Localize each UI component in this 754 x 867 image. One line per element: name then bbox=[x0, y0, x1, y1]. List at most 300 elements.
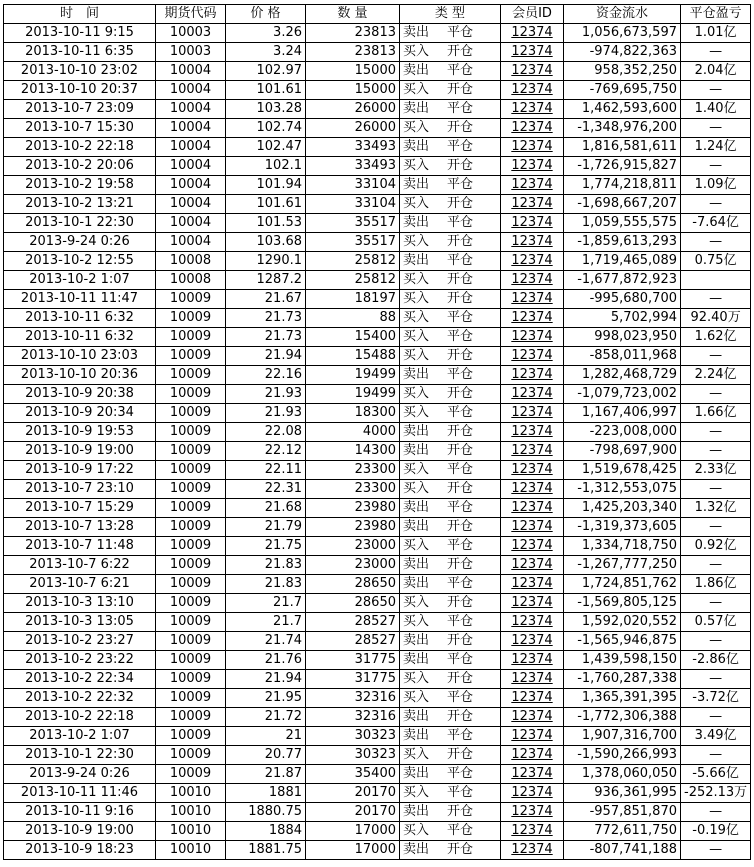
cell-member-id: 12374 bbox=[501, 100, 564, 119]
cell-close-pnl: -3.72亿 bbox=[681, 689, 751, 708]
cell-member-id: 12374 bbox=[501, 119, 564, 138]
table-row bbox=[4, 784, 751, 803]
cell-type bbox=[400, 841, 501, 860]
cell-close-pnl: — bbox=[681, 632, 751, 651]
table-row bbox=[4, 252, 751, 271]
cell-quantity: 31775 bbox=[306, 670, 400, 689]
cell-member-id: 12374 bbox=[501, 822, 564, 841]
cell-price: 102.97 bbox=[226, 62, 306, 81]
cell-futures-code: 10009 bbox=[156, 480, 226, 499]
type-direction: 卖出 bbox=[403, 367, 430, 382]
cell-price: 1287.2 bbox=[226, 271, 306, 290]
cell-price: 101.53 bbox=[226, 214, 306, 233]
table-row bbox=[4, 119, 751, 138]
cell-close-pnl bbox=[681, 271, 751, 290]
cell-futures-code: 10009 bbox=[156, 708, 226, 727]
table-row bbox=[4, 746, 751, 765]
cell-cash-flow: 1,378,060,050 bbox=[564, 765, 681, 784]
cell-close-pnl: -252.13万 bbox=[681, 784, 751, 803]
table-row bbox=[4, 347, 751, 366]
cell-time: 2013-10-1 22:30 bbox=[4, 214, 156, 233]
cell-quantity: 30323 bbox=[306, 727, 400, 746]
cell-futures-code: 10004 bbox=[156, 233, 226, 252]
cell-futures-code: 10009 bbox=[156, 613, 226, 632]
cell-price: 21.94 bbox=[226, 347, 306, 366]
cell-cash-flow: -1,267,777,250 bbox=[564, 556, 681, 575]
table-row bbox=[4, 385, 751, 404]
table-row bbox=[4, 689, 751, 708]
header-member-id: 会员ID bbox=[501, 5, 564, 24]
type-position: 平仓 bbox=[447, 215, 474, 230]
cell-futures-code: 10010 bbox=[156, 841, 226, 860]
table-row bbox=[4, 24, 751, 43]
cell-cash-flow: 1,425,203,340 bbox=[564, 499, 681, 518]
cell-member-id: 12374 bbox=[501, 385, 564, 404]
type-direction: 卖出 bbox=[403, 842, 430, 857]
type-direction: 买入 bbox=[403, 158, 430, 173]
cell-time: 2013-10-9 19:53 bbox=[4, 423, 156, 442]
type-direction: 买入 bbox=[403, 82, 430, 97]
cell-futures-code: 10004 bbox=[156, 176, 226, 195]
cell-time: 2013-10-7 15:30 bbox=[4, 119, 156, 138]
cell-cash-flow: -1,569,805,125 bbox=[564, 594, 681, 613]
cell-quantity: 31775 bbox=[306, 651, 400, 670]
cell-type bbox=[400, 138, 501, 157]
type-position: 平仓 bbox=[447, 329, 474, 344]
cell-futures-code: 10009 bbox=[156, 689, 226, 708]
type-position: 平仓 bbox=[447, 63, 474, 78]
table-row bbox=[4, 594, 751, 613]
type-position: 平仓 bbox=[447, 576, 474, 591]
type-direction: 买入 bbox=[403, 671, 430, 686]
cell-type bbox=[400, 157, 501, 176]
cell-futures-code: 10009 bbox=[156, 423, 226, 442]
cell-close-pnl: 1.09亿 bbox=[681, 176, 751, 195]
type-position: 开仓 bbox=[447, 158, 474, 173]
cell-type bbox=[400, 651, 501, 670]
cell-quantity: 17000 bbox=[306, 822, 400, 841]
cell-member-id: 12374 bbox=[501, 803, 564, 822]
cell-type bbox=[400, 347, 501, 366]
cell-member-id: 12374 bbox=[501, 271, 564, 290]
type-position: 开仓 bbox=[447, 595, 474, 610]
cell-quantity: 4000 bbox=[306, 423, 400, 442]
cell-close-pnl: -2.86亿 bbox=[681, 651, 751, 670]
cell-member-id: 12374 bbox=[501, 727, 564, 746]
cell-time: 2013-10-1 22:30 bbox=[4, 746, 156, 765]
cell-time: 2013-10-11 9:15 bbox=[4, 24, 156, 43]
cell-quantity: 18300 bbox=[306, 404, 400, 423]
cell-price: 22.31 bbox=[226, 480, 306, 499]
cell-cash-flow: 772,611,750 bbox=[564, 822, 681, 841]
cell-futures-code: 10009 bbox=[156, 537, 226, 556]
cell-cash-flow: 1,774,218,811 bbox=[564, 176, 681, 195]
cell-quantity: 15000 bbox=[306, 62, 400, 81]
cell-cash-flow: 1,056,673,597 bbox=[564, 24, 681, 43]
cell-close-pnl: 1.40亿 bbox=[681, 100, 751, 119]
cell-type bbox=[400, 518, 501, 537]
cell-type bbox=[400, 119, 501, 138]
type-direction: 买入 bbox=[403, 196, 430, 211]
cell-quantity: 35517 bbox=[306, 214, 400, 233]
table-row bbox=[4, 727, 751, 746]
type-direction: 卖出 bbox=[403, 101, 430, 116]
cell-time: 2013-10-9 19:00 bbox=[4, 822, 156, 841]
cell-close-pnl: 0.75亿 bbox=[681, 252, 751, 271]
cell-quantity: 18197 bbox=[306, 290, 400, 309]
cell-price: 21.7 bbox=[226, 613, 306, 632]
cell-time: 2013-10-9 20:34 bbox=[4, 404, 156, 423]
cell-price: 1881 bbox=[226, 784, 306, 803]
type-direction: 卖出 bbox=[403, 500, 430, 515]
type-direction: 卖出 bbox=[403, 424, 430, 439]
type-position: 开仓 bbox=[447, 272, 474, 287]
cell-quantity: 25812 bbox=[306, 252, 400, 271]
cell-price: 21.94 bbox=[226, 670, 306, 689]
cell-type bbox=[400, 727, 501, 746]
cell-member-id: 12374 bbox=[501, 499, 564, 518]
table-row bbox=[4, 537, 751, 556]
cell-member-id: 12374 bbox=[501, 442, 564, 461]
cell-close-pnl: 2.04亿 bbox=[681, 62, 751, 81]
cell-price: 22.11 bbox=[226, 461, 306, 480]
cell-futures-code: 10009 bbox=[156, 442, 226, 461]
table-row bbox=[4, 233, 751, 252]
cell-close-pnl: — bbox=[681, 195, 751, 214]
cell-quantity: 23813 bbox=[306, 24, 400, 43]
cell-quantity: 25812 bbox=[306, 271, 400, 290]
type-position: 开仓 bbox=[447, 386, 474, 401]
cell-time: 2013-9-24 0:26 bbox=[4, 233, 156, 252]
type-direction: 卖出 bbox=[403, 728, 430, 743]
type-direction: 买入 bbox=[403, 785, 430, 800]
cell-price: 21 bbox=[226, 727, 306, 746]
cell-member-id: 12374 bbox=[501, 252, 564, 271]
cell-futures-code: 10010 bbox=[156, 822, 226, 841]
cell-close-pnl: -5.66亿 bbox=[681, 765, 751, 784]
cell-type bbox=[400, 822, 501, 841]
cell-price: 21.93 bbox=[226, 404, 306, 423]
cell-close-pnl: — bbox=[681, 556, 751, 575]
header-futures-code: 期货代码 bbox=[156, 5, 226, 24]
type-position: 平仓 bbox=[447, 823, 474, 838]
type-position: 开仓 bbox=[447, 196, 474, 211]
cell-cash-flow: -995,680,700 bbox=[564, 290, 681, 309]
type-position: 平仓 bbox=[447, 310, 474, 325]
cell-time: 2013-10-10 23:02 bbox=[4, 62, 156, 81]
cell-member-id: 12374 bbox=[501, 708, 564, 727]
cell-cash-flow: -974,822,363 bbox=[564, 43, 681, 62]
cell-time: 2013-10-11 11:47 bbox=[4, 290, 156, 309]
type-direction: 买入 bbox=[403, 747, 430, 762]
type-direction: 买入 bbox=[403, 386, 430, 401]
cell-futures-code: 10009 bbox=[156, 727, 226, 746]
cell-member-id: 12374 bbox=[501, 423, 564, 442]
table-row bbox=[4, 81, 751, 100]
cell-quantity: 23000 bbox=[306, 537, 400, 556]
table-row bbox=[4, 404, 751, 423]
cell-type bbox=[400, 24, 501, 43]
cell-type bbox=[400, 81, 501, 100]
type-position: 开仓 bbox=[447, 82, 474, 97]
cell-time: 2013-10-2 12:55 bbox=[4, 252, 156, 271]
cell-type bbox=[400, 62, 501, 81]
table-row bbox=[4, 575, 751, 594]
cell-close-pnl: — bbox=[681, 81, 751, 100]
type-direction: 卖出 bbox=[403, 576, 430, 591]
cell-price: 101.61 bbox=[226, 195, 306, 214]
cell-close-pnl: 1.86亿 bbox=[681, 575, 751, 594]
cell-type bbox=[400, 233, 501, 252]
header-price: 价 格 bbox=[226, 5, 306, 24]
cell-member-id: 12374 bbox=[501, 632, 564, 651]
cell-type bbox=[400, 309, 501, 328]
type-position: 开仓 bbox=[447, 557, 474, 572]
cell-futures-code: 10003 bbox=[156, 43, 226, 62]
cell-quantity: 23300 bbox=[306, 480, 400, 499]
cell-cash-flow: -957,851,870 bbox=[564, 803, 681, 822]
cell-futures-code: 10004 bbox=[156, 81, 226, 100]
cell-cash-flow: 1,724,851,762 bbox=[564, 575, 681, 594]
cell-close-pnl: — bbox=[681, 746, 751, 765]
cell-cash-flow: 1,462,593,600 bbox=[564, 100, 681, 119]
cell-price: 21.87 bbox=[226, 765, 306, 784]
trade-records-table bbox=[3, 4, 751, 860]
cell-close-pnl: — bbox=[681, 290, 751, 309]
cell-futures-code: 10003 bbox=[156, 24, 226, 43]
type-position: 平仓 bbox=[447, 728, 474, 743]
cell-cash-flow: 1,439,598,150 bbox=[564, 651, 681, 670]
cell-member-id: 12374 bbox=[501, 765, 564, 784]
cell-close-pnl: — bbox=[681, 841, 751, 860]
table-row bbox=[4, 670, 751, 689]
cell-cash-flow: -1,760,287,338 bbox=[564, 670, 681, 689]
cell-quantity: 33104 bbox=[306, 176, 400, 195]
cell-member-id: 12374 bbox=[501, 518, 564, 537]
type-position: 开仓 bbox=[447, 291, 474, 306]
type-position: 开仓 bbox=[447, 519, 474, 534]
cell-time: 2013-10-11 6:32 bbox=[4, 309, 156, 328]
cell-quantity: 28527 bbox=[306, 613, 400, 632]
cell-quantity: 23980 bbox=[306, 499, 400, 518]
cell-quantity: 33104 bbox=[306, 195, 400, 214]
type-position: 平仓 bbox=[447, 538, 474, 553]
cell-member-id: 12374 bbox=[501, 328, 564, 347]
cell-futures-code: 10008 bbox=[156, 271, 226, 290]
type-position: 开仓 bbox=[447, 443, 474, 458]
cell-time: 2013-10-11 6:32 bbox=[4, 328, 156, 347]
cell-type bbox=[400, 442, 501, 461]
cell-futures-code: 10009 bbox=[156, 404, 226, 423]
type-direction: 买入 bbox=[403, 329, 430, 344]
cell-futures-code: 10009 bbox=[156, 461, 226, 480]
cell-futures-code: 10004 bbox=[156, 100, 226, 119]
cell-member-id: 12374 bbox=[501, 689, 564, 708]
type-position: 开仓 bbox=[447, 234, 474, 249]
cell-price: 21.67 bbox=[226, 290, 306, 309]
cell-close-pnl: 1.66亿 bbox=[681, 404, 751, 423]
cell-time: 2013-10-7 23:09 bbox=[4, 100, 156, 119]
table-row bbox=[4, 632, 751, 651]
cell-price: 21.75 bbox=[226, 537, 306, 556]
cell-time: 2013-10-2 1:07 bbox=[4, 271, 156, 290]
cell-close-pnl: -0.19亿 bbox=[681, 822, 751, 841]
type-position: 开仓 bbox=[447, 481, 474, 496]
cell-type bbox=[400, 423, 501, 442]
cell-close-pnl: 2.33亿 bbox=[681, 461, 751, 480]
table-row bbox=[4, 176, 751, 195]
cell-price: 20.77 bbox=[226, 746, 306, 765]
cell-type bbox=[400, 385, 501, 404]
cell-time: 2013-10-2 23:22 bbox=[4, 651, 156, 670]
cell-type bbox=[400, 746, 501, 765]
type-position: 平仓 bbox=[447, 500, 474, 515]
cell-cash-flow: 1,816,581,611 bbox=[564, 138, 681, 157]
type-direction: 买入 bbox=[403, 291, 430, 306]
cell-time: 2013-10-10 23:03 bbox=[4, 347, 156, 366]
cell-time: 2013-10-7 15:29 bbox=[4, 499, 156, 518]
cell-close-pnl: — bbox=[681, 594, 751, 613]
cell-price: 102.1 bbox=[226, 157, 306, 176]
table-row bbox=[4, 841, 751, 860]
cell-quantity: 19499 bbox=[306, 385, 400, 404]
table-row bbox=[4, 765, 751, 784]
cell-time: 2013-10-9 18:23 bbox=[4, 841, 156, 860]
cell-member-id: 12374 bbox=[501, 195, 564, 214]
type-direction: 卖出 bbox=[403, 766, 430, 781]
type-direction: 买入 bbox=[403, 272, 430, 287]
cell-type bbox=[400, 214, 501, 233]
cell-type bbox=[400, 195, 501, 214]
cell-member-id: 12374 bbox=[501, 651, 564, 670]
type-position: 开仓 bbox=[447, 348, 474, 363]
cell-cash-flow: -769,695,750 bbox=[564, 81, 681, 100]
cell-close-pnl: 0.92亿 bbox=[681, 537, 751, 556]
cell-close-pnl: — bbox=[681, 518, 751, 537]
cell-time: 2013-9-24 0:26 bbox=[4, 765, 156, 784]
cell-futures-code: 10009 bbox=[156, 651, 226, 670]
cell-quantity: 19499 bbox=[306, 366, 400, 385]
cell-close-pnl: 0.57亿 bbox=[681, 613, 751, 632]
table-row bbox=[4, 442, 751, 461]
type-direction: 卖出 bbox=[403, 215, 430, 230]
type-position: 平仓 bbox=[447, 690, 474, 705]
table-row bbox=[4, 366, 751, 385]
cell-close-pnl: — bbox=[681, 43, 751, 62]
cell-member-id: 12374 bbox=[501, 233, 564, 252]
cell-type bbox=[400, 480, 501, 499]
type-direction: 卖出 bbox=[403, 633, 430, 648]
cell-futures-code: 10009 bbox=[156, 328, 226, 347]
cell-time: 2013-10-10 20:37 bbox=[4, 81, 156, 100]
cell-cash-flow: -223,008,000 bbox=[564, 423, 681, 442]
table-row bbox=[4, 651, 751, 670]
cell-price: 21.83 bbox=[226, 556, 306, 575]
type-position: 平仓 bbox=[447, 139, 474, 154]
cell-time: 2013-10-9 19:00 bbox=[4, 442, 156, 461]
cell-cash-flow: 1,365,391,395 bbox=[564, 689, 681, 708]
cell-price: 1884 bbox=[226, 822, 306, 841]
cell-cash-flow: 1,334,718,750 bbox=[564, 537, 681, 556]
cell-futures-code: 10009 bbox=[156, 347, 226, 366]
cell-time: 2013-10-11 6:35 bbox=[4, 43, 156, 62]
cell-close-pnl: 1.62亿 bbox=[681, 328, 751, 347]
cell-cash-flow: -1,590,266,993 bbox=[564, 746, 681, 765]
type-position: 开仓 bbox=[447, 120, 474, 135]
cell-time: 2013-10-9 20:38 bbox=[4, 385, 156, 404]
type-direction: 买入 bbox=[403, 462, 430, 477]
cell-member-id: 12374 bbox=[501, 784, 564, 803]
cell-member-id: 12374 bbox=[501, 24, 564, 43]
cell-member-id: 12374 bbox=[501, 43, 564, 62]
cell-time: 2013-10-11 11:46 bbox=[4, 784, 156, 803]
type-direction: 买入 bbox=[403, 823, 430, 838]
cell-member-id: 12374 bbox=[501, 214, 564, 233]
cell-member-id: 12374 bbox=[501, 138, 564, 157]
cell-futures-code: 10009 bbox=[156, 632, 226, 651]
cell-futures-code: 10010 bbox=[156, 803, 226, 822]
cell-futures-code: 10004 bbox=[156, 119, 226, 138]
table-row bbox=[4, 138, 751, 157]
cell-type bbox=[400, 252, 501, 271]
cell-member-id: 12374 bbox=[501, 575, 564, 594]
cell-time: 2013-10-2 23:27 bbox=[4, 632, 156, 651]
table-row bbox=[4, 518, 751, 537]
cell-close-pnl: 92.40万 bbox=[681, 309, 751, 328]
cell-cash-flow: -1,565,946,875 bbox=[564, 632, 681, 651]
cell-cash-flow: 1,167,406,997 bbox=[564, 404, 681, 423]
cell-type bbox=[400, 708, 501, 727]
cell-close-pnl: -7.64亿 bbox=[681, 214, 751, 233]
cell-quantity: 33493 bbox=[306, 138, 400, 157]
cell-cash-flow: -1,772,306,388 bbox=[564, 708, 681, 727]
cell-type bbox=[400, 670, 501, 689]
cell-close-pnl: 2.24亿 bbox=[681, 366, 751, 385]
table-row bbox=[4, 195, 751, 214]
type-direction: 卖出 bbox=[403, 139, 430, 154]
cell-type bbox=[400, 613, 501, 632]
type-position: 平仓 bbox=[447, 405, 474, 420]
cell-time: 2013-10-7 6:21 bbox=[4, 575, 156, 594]
type-position: 平仓 bbox=[447, 614, 474, 629]
cell-time: 2013-10-2 22:32 bbox=[4, 689, 156, 708]
cell-quantity: 14300 bbox=[306, 442, 400, 461]
cell-price: 1881.75 bbox=[226, 841, 306, 860]
cell-member-id: 12374 bbox=[501, 594, 564, 613]
cell-cash-flow: 1,907,316,700 bbox=[564, 727, 681, 746]
cell-member-id: 12374 bbox=[501, 556, 564, 575]
cell-member-id: 12374 bbox=[501, 347, 564, 366]
header-type: 类 型 bbox=[400, 5, 501, 24]
table-row bbox=[4, 708, 751, 727]
cell-quantity: 23300 bbox=[306, 461, 400, 480]
cell-quantity: 26000 bbox=[306, 100, 400, 119]
cell-quantity: 23980 bbox=[306, 518, 400, 537]
cell-type bbox=[400, 271, 501, 290]
cell-futures-code: 10009 bbox=[156, 385, 226, 404]
type-direction: 买入 bbox=[403, 538, 430, 553]
cell-time: 2013-10-2 13:21 bbox=[4, 195, 156, 214]
table-row bbox=[4, 100, 751, 119]
table-header bbox=[4, 5, 751, 24]
cell-time: 2013-10-7 6:22 bbox=[4, 556, 156, 575]
type-direction: 卖出 bbox=[403, 443, 430, 458]
cell-type bbox=[400, 328, 501, 347]
cell-quantity: 35400 bbox=[306, 765, 400, 784]
cell-price: 21.68 bbox=[226, 499, 306, 518]
cell-price: 22.12 bbox=[226, 442, 306, 461]
header-close-pnl: 平仓盈亏 bbox=[681, 5, 751, 24]
